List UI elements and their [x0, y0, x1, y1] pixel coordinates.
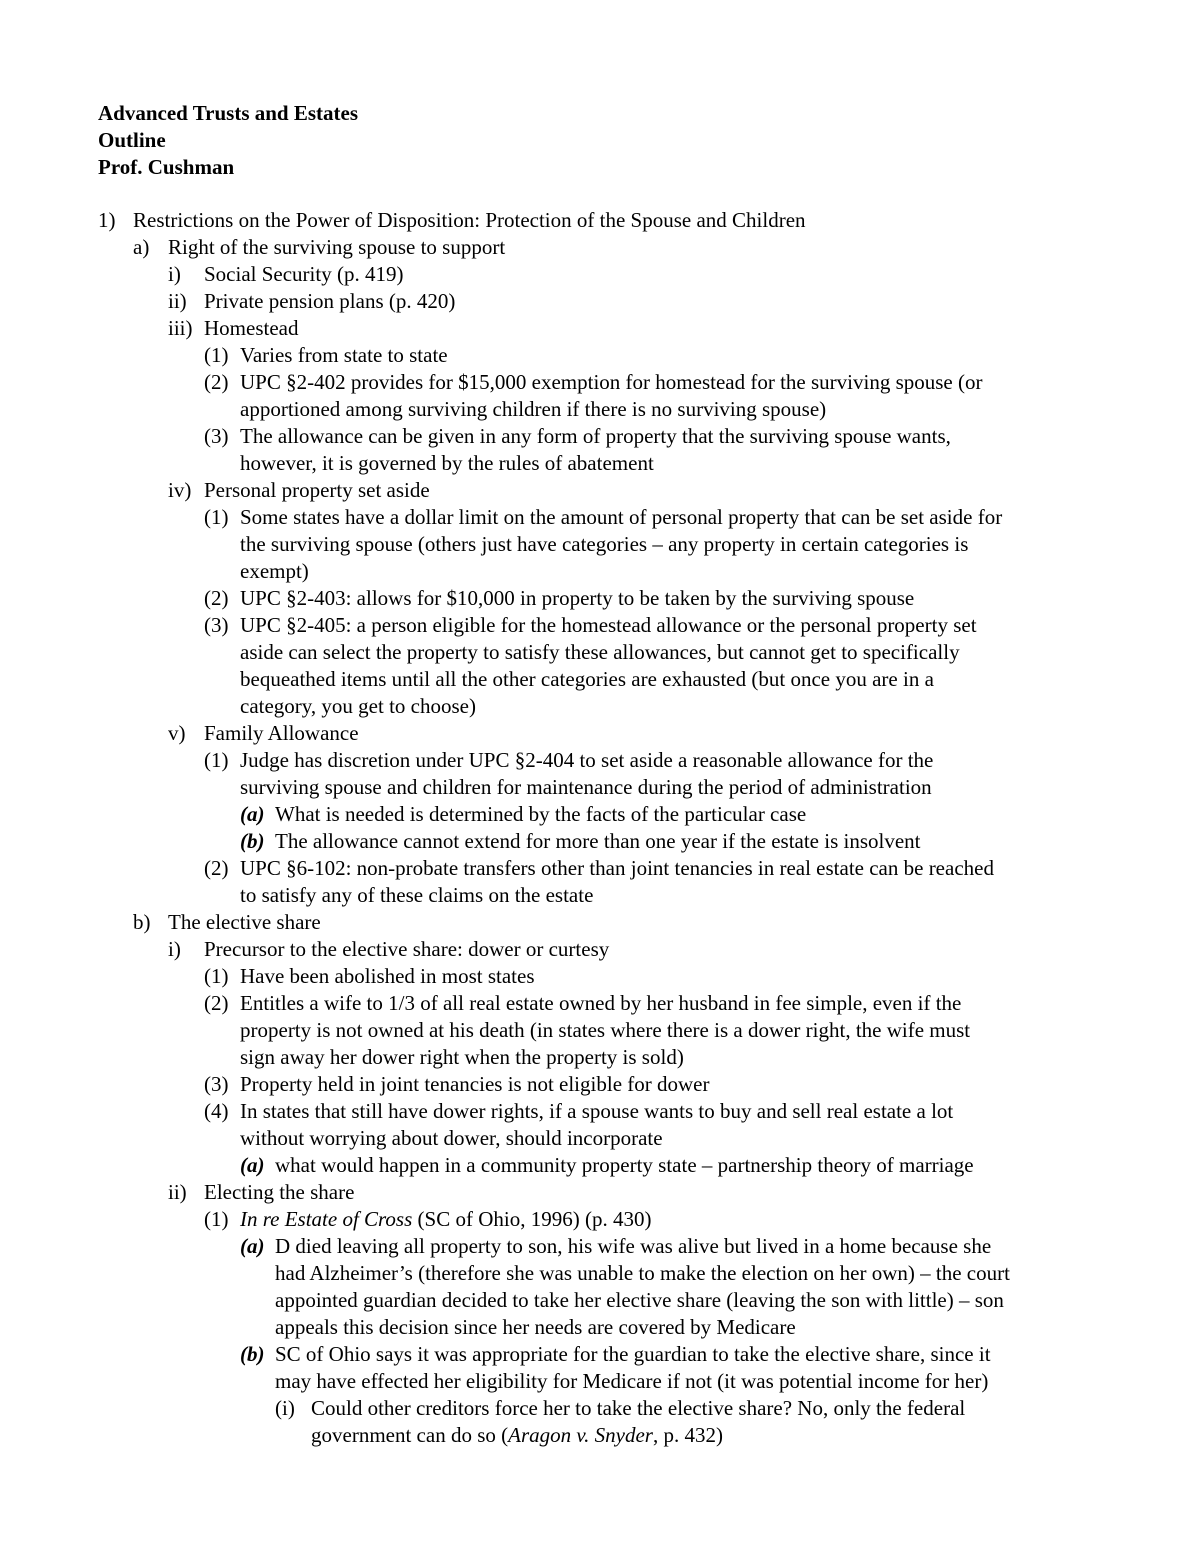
outline-text-main: UPC §2-405: a person eligible for the homestead allowance or the personal property set: [240, 613, 977, 637]
outline-text-main: may have effected her eligibility for Medicare if not (it was potential income for her): [275, 1369, 989, 1393]
outline-text-main: The elective share: [168, 910, 321, 934]
outline-marker: (1): [204, 343, 229, 367]
outline-text-main: Varies from state to state: [240, 343, 448, 367]
outline-text: [240, 855, 994, 882]
outline-marker: iii): [168, 316, 193, 340]
outline-text: [168, 909, 321, 936]
outline-text: [240, 531, 968, 558]
outline-text: [275, 1287, 1004, 1314]
outline-marker: (i): [275, 1396, 295, 1420]
document-header: [98, 100, 358, 181]
outline-text-main: Right of the surviving spouse to support: [168, 235, 506, 259]
outline-marker: (2): [204, 586, 229, 610]
outline-marker: (2): [204, 370, 229, 394]
outline-text: [133, 207, 806, 234]
outline-text-main: appointed guardian decided to take her elective share (leaving the son with little) – son: [275, 1288, 1004, 1312]
outline-text: [240, 747, 933, 774]
outline-text-main: Private pension plans (p. 420): [204, 289, 456, 313]
outline-text-main: The allowance can be given in any form of property that the surviving spouse wants,: [240, 424, 951, 448]
outline-text: [240, 558, 309, 585]
outline-text-main: property is not owned at his death (in states where there is a dower right, the wife must: [240, 1018, 971, 1042]
outline-text: [275, 1260, 1010, 1287]
outline-text: [240, 504, 1002, 531]
outline-text-main: however, it is governed by the rules of abatement: [240, 451, 654, 475]
outline-text-main: apportioned among surviving children if there is no surviving spouse): [240, 397, 827, 421]
outline-text: [275, 1368, 988, 1395]
case-name: Aragon v. Snyder: [508, 1423, 653, 1447]
outline-marker: i): [168, 937, 181, 961]
outline-text: [240, 990, 961, 1017]
outline-text: [240, 585, 914, 612]
outline-text: [240, 963, 535, 990]
outline-marker: (3): [204, 1072, 229, 1096]
outline-text-main: the surviving spouse (others just have categories – any property in certain categories is: [240, 532, 969, 556]
outline-text: [204, 936, 609, 963]
outline-text-main: D died leaving all property to son, his wife was alive but lived in a home because she: [275, 1234, 992, 1258]
outline-text: [240, 1125, 663, 1152]
outline-text: [240, 1071, 709, 1098]
outline-marker: (a): [240, 1153, 265, 1177]
outline-text: [240, 693, 476, 720]
outline-marker: (2): [204, 991, 229, 1015]
outline-text-main: The allowance cannot extend for more than one year if the estate is insolvent: [275, 829, 921, 853]
outline-marker: 1): [98, 208, 116, 232]
outline-text-main: aside can select the property to satisfy these allowances, but cannot get to specifically: [240, 640, 960, 664]
outline-text-main: Have been abolished in most states: [240, 964, 535, 988]
outline-text: [275, 1341, 991, 1368]
outline-text-main: Judge has discretion under UPC §2-404 to set aside a reasonable allowance for the: [240, 748, 934, 772]
document-title: Advanced Trusts and Estates: [98, 101, 359, 125]
outline-marker: b): [133, 910, 151, 934]
outline-text-main: UPC §2-402 provides for $15,000 exemption for homestead for the surviving spouse (or: [240, 370, 983, 394]
outline-text: [240, 666, 934, 693]
outline-text: [204, 261, 403, 288]
outline-marker: (3): [204, 613, 229, 637]
outline-marker: (1): [204, 964, 229, 988]
outline-text: [240, 396, 826, 423]
outline-text: [240, 342, 448, 369]
outline-text-main: what would happen in a community property state – partnership theory of marriage: [275, 1153, 974, 1177]
outline-text: [240, 1206, 651, 1233]
outline-marker: (1): [204, 505, 229, 529]
outline-text: [240, 774, 932, 801]
outline-text: [240, 369, 982, 396]
outline-text-main: In states that still have dower rights, if a spouse wants to buy and sell real estate a lot: [240, 1099, 954, 1123]
outline-marker: v): [168, 721, 186, 745]
outline-marker: (4): [204, 1099, 229, 1123]
outline-marker: (3): [204, 424, 229, 448]
outline-text-main: Electing the share: [204, 1180, 355, 1204]
outline-text: [240, 1098, 953, 1125]
outline-marker: ii): [168, 1180, 187, 1204]
outline-text: [204, 288, 455, 315]
outline-marker: (b): [240, 829, 265, 853]
outline-text: [275, 801, 806, 828]
case-name: In re Estate of Cross: [240, 1207, 413, 1231]
outline-marker: (a): [240, 802, 265, 826]
outline-text-main: appeals this decision since her needs are covered by Medicare: [275, 1315, 796, 1339]
outline-text: [311, 1422, 723, 1449]
outline-text-main: Personal property set aside: [204, 478, 430, 502]
outline-text-main: bequeathed items until all the other categories are exhausted (but once you are in a: [240, 667, 934, 691]
outline-marker: (a): [240, 1234, 265, 1258]
outline-text: [240, 450, 654, 477]
outline-text-main: Family Allowance: [204, 721, 359, 745]
outline-text-main: Could other creditors force her to take the elective share? No, only the federal: [311, 1396, 966, 1420]
outline-text: [240, 423, 951, 450]
outline-marker: (2): [204, 856, 229, 880]
outline-text-main: surviving spouse and children for maintenance during the period of administration: [240, 775, 932, 799]
outline-text-main: Property held in joint tenancies is not eligible for dower: [240, 1072, 710, 1096]
outline-text-main: to satisfy any of these claims on the estate: [240, 883, 594, 907]
outline-text-main: category, you get to choose): [240, 694, 476, 718]
outline-text: [204, 477, 430, 504]
outline-marker: (b): [240, 1342, 265, 1366]
outline-text-main: had Alzheimer’s (therefore she was unable to make the election on her own) – the court: [275, 1261, 1010, 1285]
outline-text: [204, 1179, 354, 1206]
document-subtitle: Outline: [98, 128, 166, 152]
outline-text: [240, 1017, 970, 1044]
document-author: Prof. Cushman: [98, 155, 235, 179]
outline-text-main: UPC §2-403: allows for $10,000 in property to be taken by the surviving spouse: [240, 586, 915, 610]
outline-marker: a): [133, 235, 150, 259]
outline-marker: i): [168, 262, 181, 286]
outline-marker: (1): [204, 1207, 229, 1231]
outline-text-main: Precursor to the elective share: dower or curtesy: [204, 937, 610, 961]
outline-text: [240, 1044, 684, 1071]
outline-text-main: What is needed is determined by the facts of the particular case: [275, 802, 807, 826]
outline-marker: ii): [168, 289, 187, 313]
outline-text: [240, 882, 593, 909]
outline-text: [168, 234, 505, 261]
outline-text-main: Social Security (p. 419): [204, 262, 404, 286]
outline-text-after: (SC of Ohio, 1996) (p. 430): [412, 1207, 652, 1231]
outline-text: [204, 720, 359, 747]
outline-text-main: exempt): [240, 559, 309, 583]
outline-text-main: UPC §6-102: non-probate transfers other than joint tenancies in real estate can be reached: [240, 856, 994, 880]
outline-text-main: sign away her dower right when the property is sold): [240, 1045, 684, 1069]
outline-text: [240, 612, 977, 639]
outline-text: [204, 315, 298, 342]
outline-text-main: Entitles a wife to 1/3 of all real estate owned by her husband in fee simple, even if the: [240, 991, 962, 1015]
outline-marker: iv): [168, 478, 192, 502]
outline-text-main: Restrictions on the Power of Disposition: Protection of the Spouse and Children: [133, 208, 806, 232]
outline-text: [275, 1314, 796, 1341]
outline-text-main: Some states have a dollar limit on the amount of personal property that can be set aside for: [240, 505, 1003, 529]
outline-text: [275, 828, 921, 855]
outline-text: [311, 1395, 965, 1422]
outline-text-main: government can do so (: [311, 1423, 509, 1447]
outline-marker: (1): [204, 748, 229, 772]
outline-text: [240, 639, 960, 666]
outline-text-main: without worrying about dower, should incorporate: [240, 1126, 663, 1150]
outline-text-after: , p. 432): [652, 1423, 723, 1447]
outline-text: [275, 1233, 991, 1260]
outline-text-main: SC of Ohio says it was appropriate for the guardian to take the elective share, since it: [275, 1342, 991, 1366]
outline-text-main: Homestead: [204, 316, 299, 340]
outline-text: [275, 1152, 974, 1179]
